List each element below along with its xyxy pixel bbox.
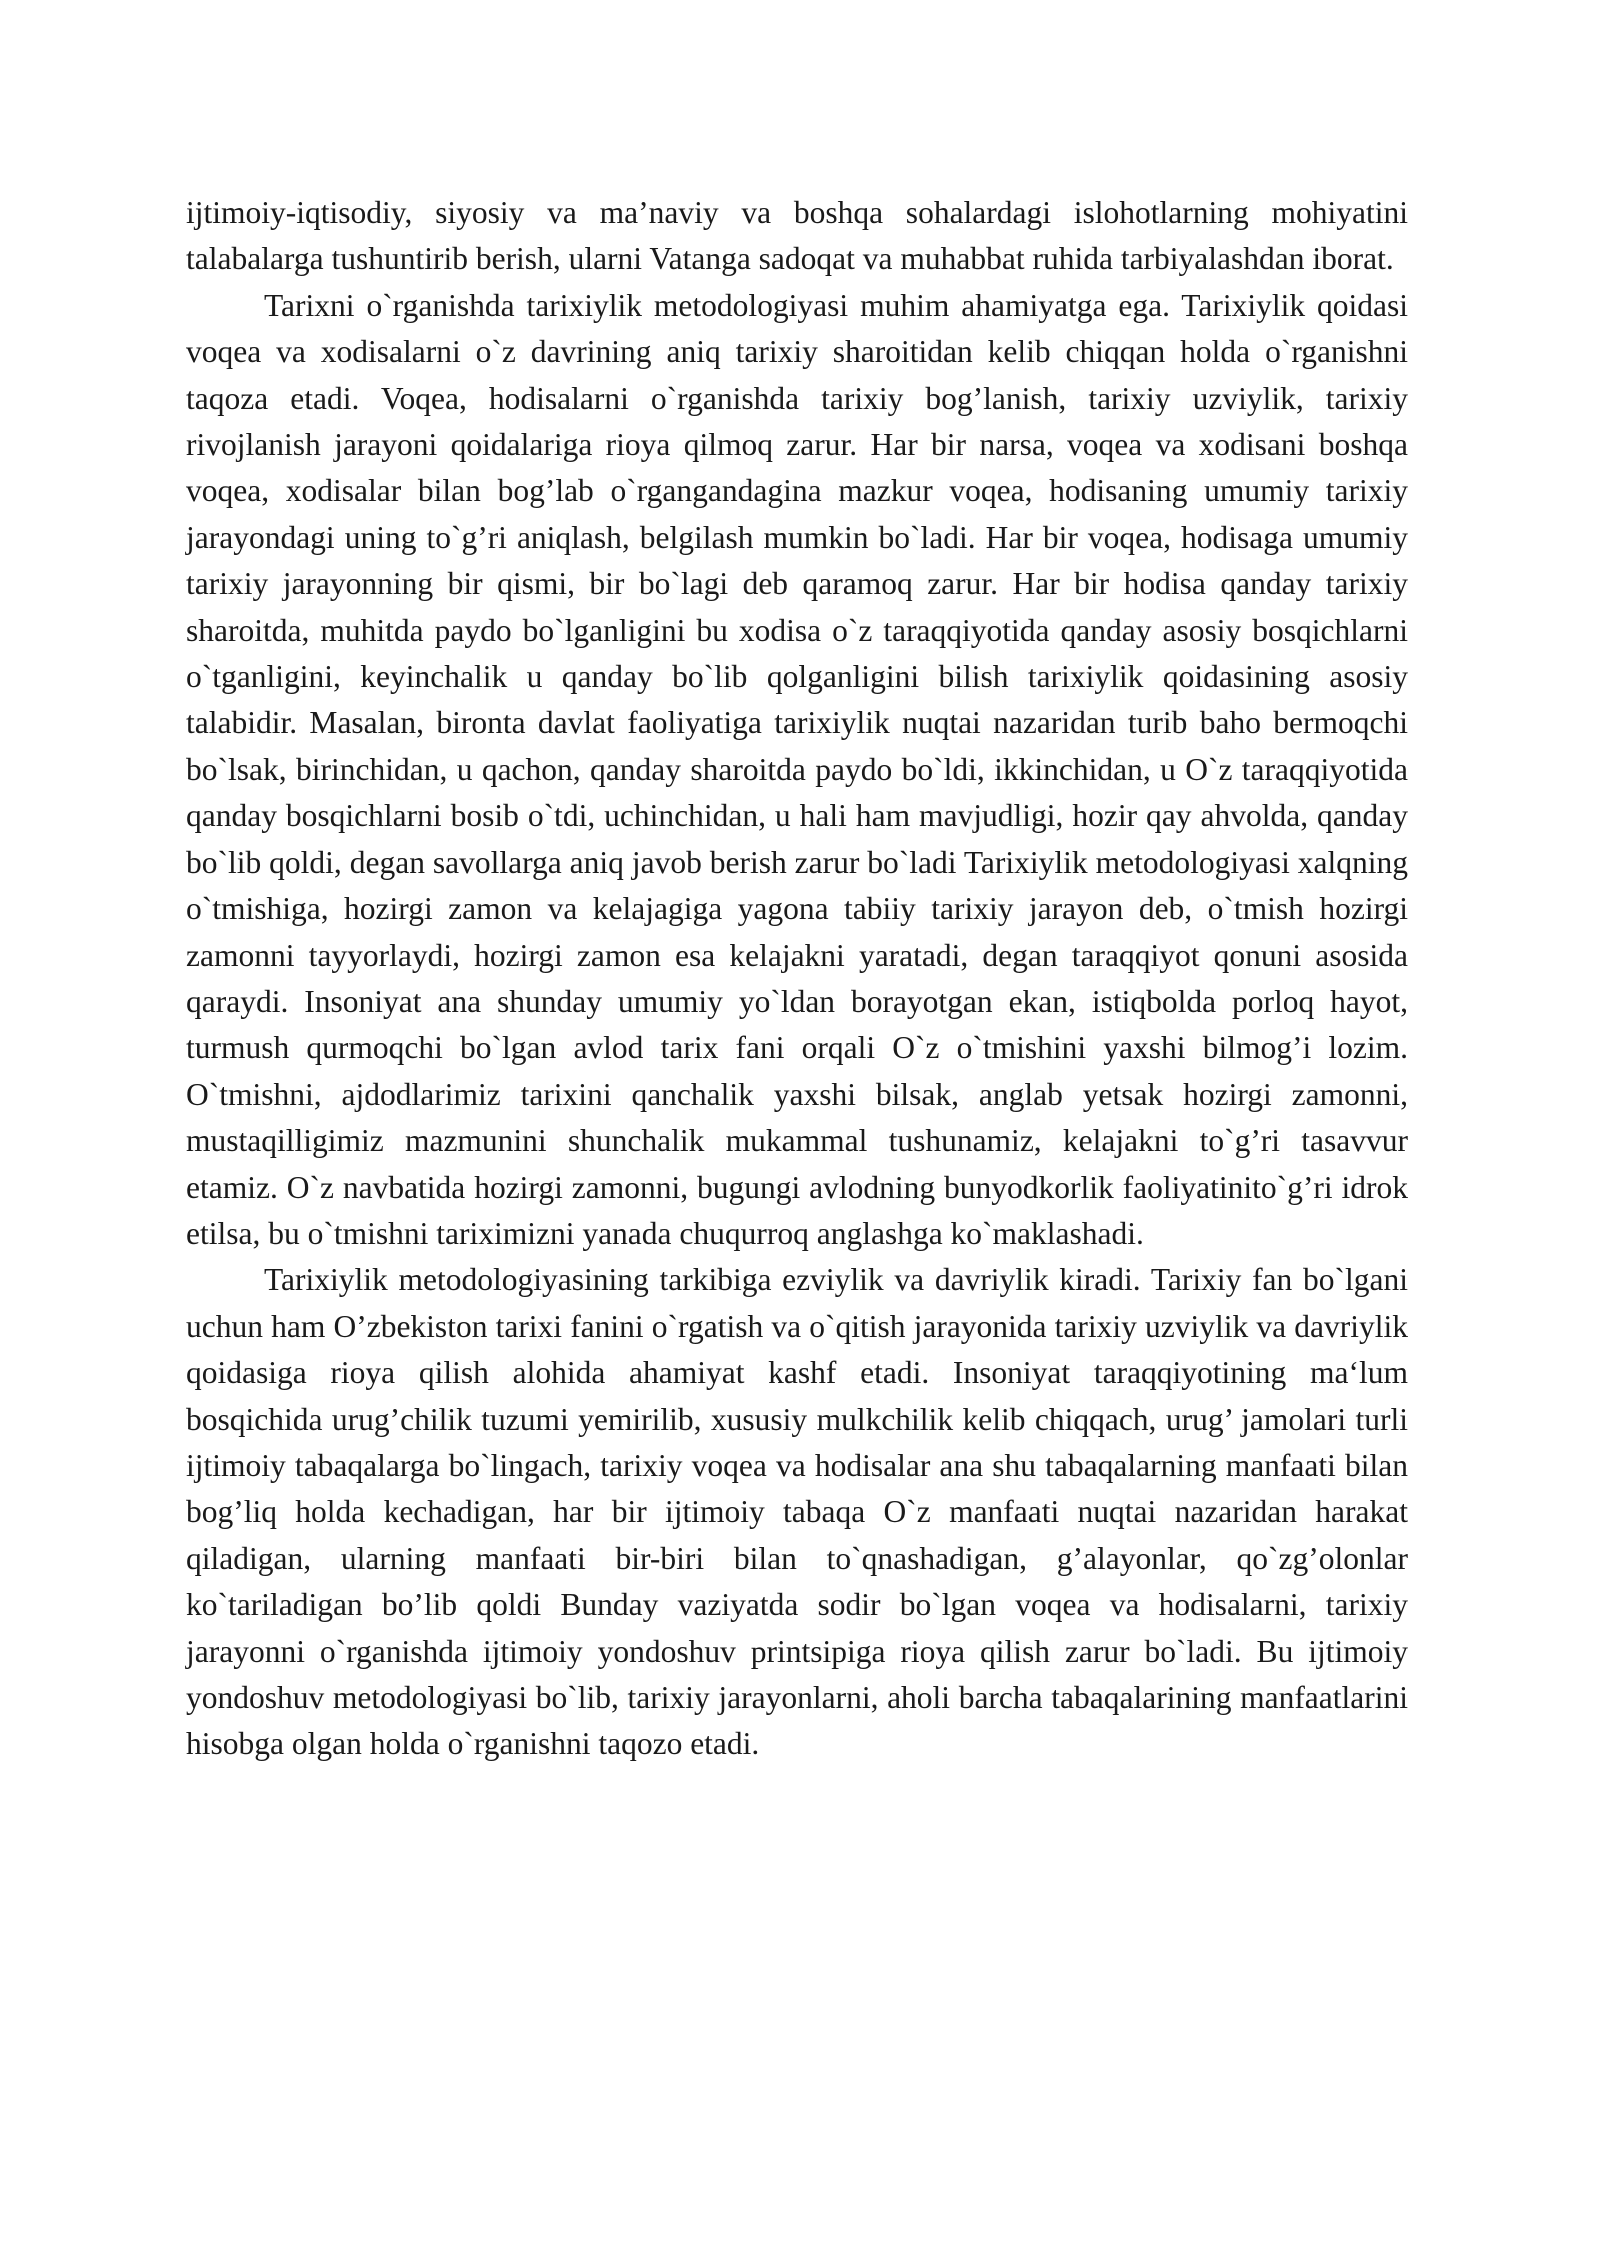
paragraph-continuation: ijtimoiy-iqtisodiy, siyosiy va ma’naviy va boshqa sohalardagi islohotlarning mohiyatini talabalarga tushuntirib berish, ularni Vatanga sadoqat va muhabbat ruhida tarbiyalashdan iborat.: [186, 195, 1408, 277]
paragraph-continuity-periodization: Tarixiylik metodologiyasining tarkibiga ezviylik va davriylik kiradi. Tarixiy fan bo`lgani uchun ham O’zbekiston tarixi fanini o`rgatish va o`qitish jarayonida tarixiy uzviylik va davriylik qoidasiga rioya qilish alohida ahamiyat kashf etadi. Insoniyat taraqqiyotining ma‘lum bosqichida urug’chilik tuzumi yemirilib, xususiy mulkchilik kelib chiqqach, urug’ jamolari turli ijtimoiy tabaqalarga bo`lingach, tarixiy voqea va hodisalar ana shu tabaqalarning manfaati bilan bog’liq holda kechadigan, har bir ijtimoiy tabaqa O`z manfaati nuqtai nazaridan harakat qiladigan, ularning manfaati bir-biri bilan to`qnashadigan, g’alayonlar, qo`zg’olonlar ko`tariladigan bo’lib qoldi Bunday vaziyatda sodir bo`lgan voqea va hodisalarni, tarixiy jarayonni o`rganishda ijtimoiy yondoshuv printsipiga rioya qilish zarur bo`ladi. Bu ijtimoiy yondoshuv metodologiyasi bo`lib, tarixiy jarayonlarni, aholi barcha tabaqalarining manfaatlarini hisobga olgan holda o`rganishni taqozo etadi.: [186, 1262, 1408, 1762]
paragraph-historicism-methodology: Tarixni o`rganishda tarixiylik metodologiyasi muhim ahamiyatga ega. Tarixiylik qoidasi voqea va xodisalarni o`z davrining aniq tarixiy sharoitidan kelib chiqqan holda o`rganishni taqoza etadi. Voqea, hodisalarni o`rganishda tarixiy bog’lanish, tarixiy uzviylik, tarixiy rivojlanish jarayoni qoidalariga rioya qilmoq zarur. Har bir narsa, voqea va xodisani boshqa voqea, xodisalar bilan bog’lab o`rgangandagina mazkur voqea, hodisaning umumiy tarixiy jarayondagi uning to`g’ri aniqlash, belgilash mumkin bo`ladi. Har bir voqea, hodisaga umumiy tarixiy jarayonning bir qismi, bir bo`lagi deb qaramoq zarur. Har bir hodisa qanday tarixiy sharoitda, muhitda paydo bo`lganligini bu xodisa o`z taraqqiyotida qanday asosiy bosqichlarni o`tganligini, keyinchalik u qanday bo`lib qolganligini bilish tarixiylik qoidasining asosiy talabidir. Masalan, bironta davlat faoliyatiga tarixiylik nuqtai nazaridan turib baho bermoqchi bo`lsak, birinchidan, u qachon, qanday sharoitda paydo bo`ldi, ikkinchidan, u O`z taraqqiyotida qanday bosqichlarni bosib o`tdi, uchinchidan, u hali ham mavjudligi, hozir qay ahvolda, qanday bo`lib qoldi, degan savollarga aniq javob berish zarur bo`ladi Tarixiylik metodologiyasi xalqning o`tmishiga, hozirgi zamon va kelajagiga yagona tabiiy tarixiy jarayon deb, o`tmish hozirgi zamonni tayyorlaydi, hozirgi zamon esa kelajakni yaratadi, degan taraqqiyot qonuni asosida qaraydi. Insoniyat ana shunday umumiy yo`ldan borayotgan ekan, istiqbolda porloq hayot, turmush qurmoqchi bo`lgan avlod tarix fani orqali O`z o`tmishini yaxshi bilmog’i lozim. O`tmishni, ajdodlarimiz tarixini qanchalik yaxshi bilsak, anglab yetsak hozirgi zamonni, mustaqilligimiz mazmunini shunchalik mukammal tushunamiz, kelajakni to`g’ri tasavvur etamiz. O`z navbatida hozirgi zamonni, bugungi avlodning bunyodkorlik faoliyatinito`g’ri idrok etilsa, bu o`tmishni tariximizni yanada chuqurroq anglashga ko`maklashadi.: [186, 287, 1408, 1251]
document-page: [186, 190, 1408, 1768]
